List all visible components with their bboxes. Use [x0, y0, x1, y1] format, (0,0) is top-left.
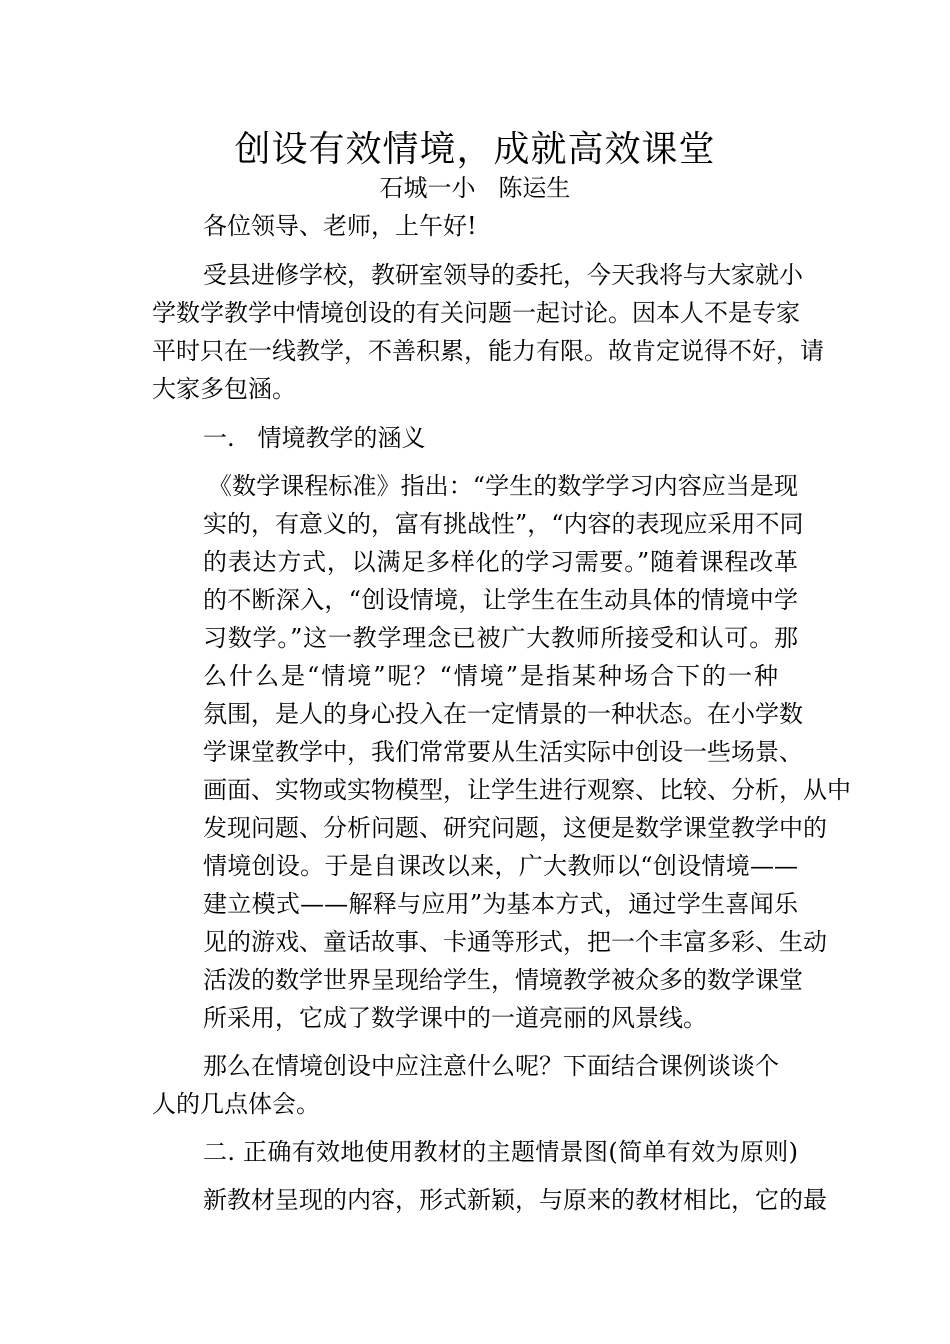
- section1-line: 氛围，是人的身心投入在一定情景的一种状态。在小学数: [203, 700, 803, 728]
- intro-line: 平时只在一线教学，不善积累，能力有限。故肯定说得不好，请: [152, 337, 824, 365]
- section1-line: 的表达方式，以满足多样化的学习需要。”随着课程改革: [203, 548, 798, 576]
- section-heading: 一. 情境教学的涵义: [203, 424, 426, 452]
- section1-line: 学课堂教学中，我们常常要从生活实际中创设一些场景、: [203, 738, 803, 766]
- section1-line: 的不断深入，“创设情境，让学生在生动具体的情境中学: [203, 586, 798, 614]
- section1-line: 《数学课程标准》指出：“学生的数学学习内容应当是现: [208, 472, 798, 500]
- document-title: 创设有效情境，成就高效课堂: [234, 129, 716, 170]
- section1-line: 实的，有意义的，富有挑战性”，“内容的表现应采用不同: [203, 510, 804, 538]
- transition-line: 那么在情境创设中应注意什么呢？下面结合课例谈谈个: [203, 1052, 779, 1080]
- section1-line: 么什么是“情境”呢？“情境”是指某种场合下的一种: [203, 662, 778, 690]
- section1-line: 发现问题、分析问题、研究问题，这便是数学课堂教学中的: [203, 814, 827, 842]
- intro-line: 学数学教学中情境创设的有关问题一起讨论。因本人不是专家: [152, 299, 800, 327]
- section1-line: 建立模式——解释与应用”为基本方式，通过学生喜闻乐: [203, 890, 798, 918]
- greeting: 各位领导、老师，上午好!: [203, 212, 477, 240]
- section1-line: 活泼的数学世界呈现给学生，情境教学被众多的数学课堂: [203, 966, 803, 994]
- section1-line: 画面、实物或实物模型，让学生进行观察、比较、分析，从中: [203, 776, 851, 804]
- intro-line: 大家多包涵。: [152, 375, 296, 403]
- section1-line: 习数学。”这一教学理念已被广大教师所接受和认可。那: [203, 624, 798, 652]
- intro-line: 受县进修学校，教研室领导的委托，今天我将与大家就小: [203, 261, 803, 289]
- section1-line: 所采用，它成了数学课中的一道亮丽的风景线。: [203, 1004, 707, 1032]
- transition-line: 人的几点体会。: [152, 1090, 320, 1118]
- document-author: 石城一小 陈运生: [379, 174, 571, 202]
- section-heading: 二. 正确有效地使用教材的主题情景图(简单有效为原则): [203, 1138, 798, 1166]
- section2-line: 新教材呈现的内容，形式新颖，与原来的教材相比，它的最: [203, 1186, 827, 1214]
- section1-line: 情境创设。于是自课改以来，广大教师以“创设情境——: [203, 852, 798, 880]
- section1-line: 见的游戏、童话故事、卡通等形式，把一个丰富多彩、生动: [203, 928, 827, 956]
